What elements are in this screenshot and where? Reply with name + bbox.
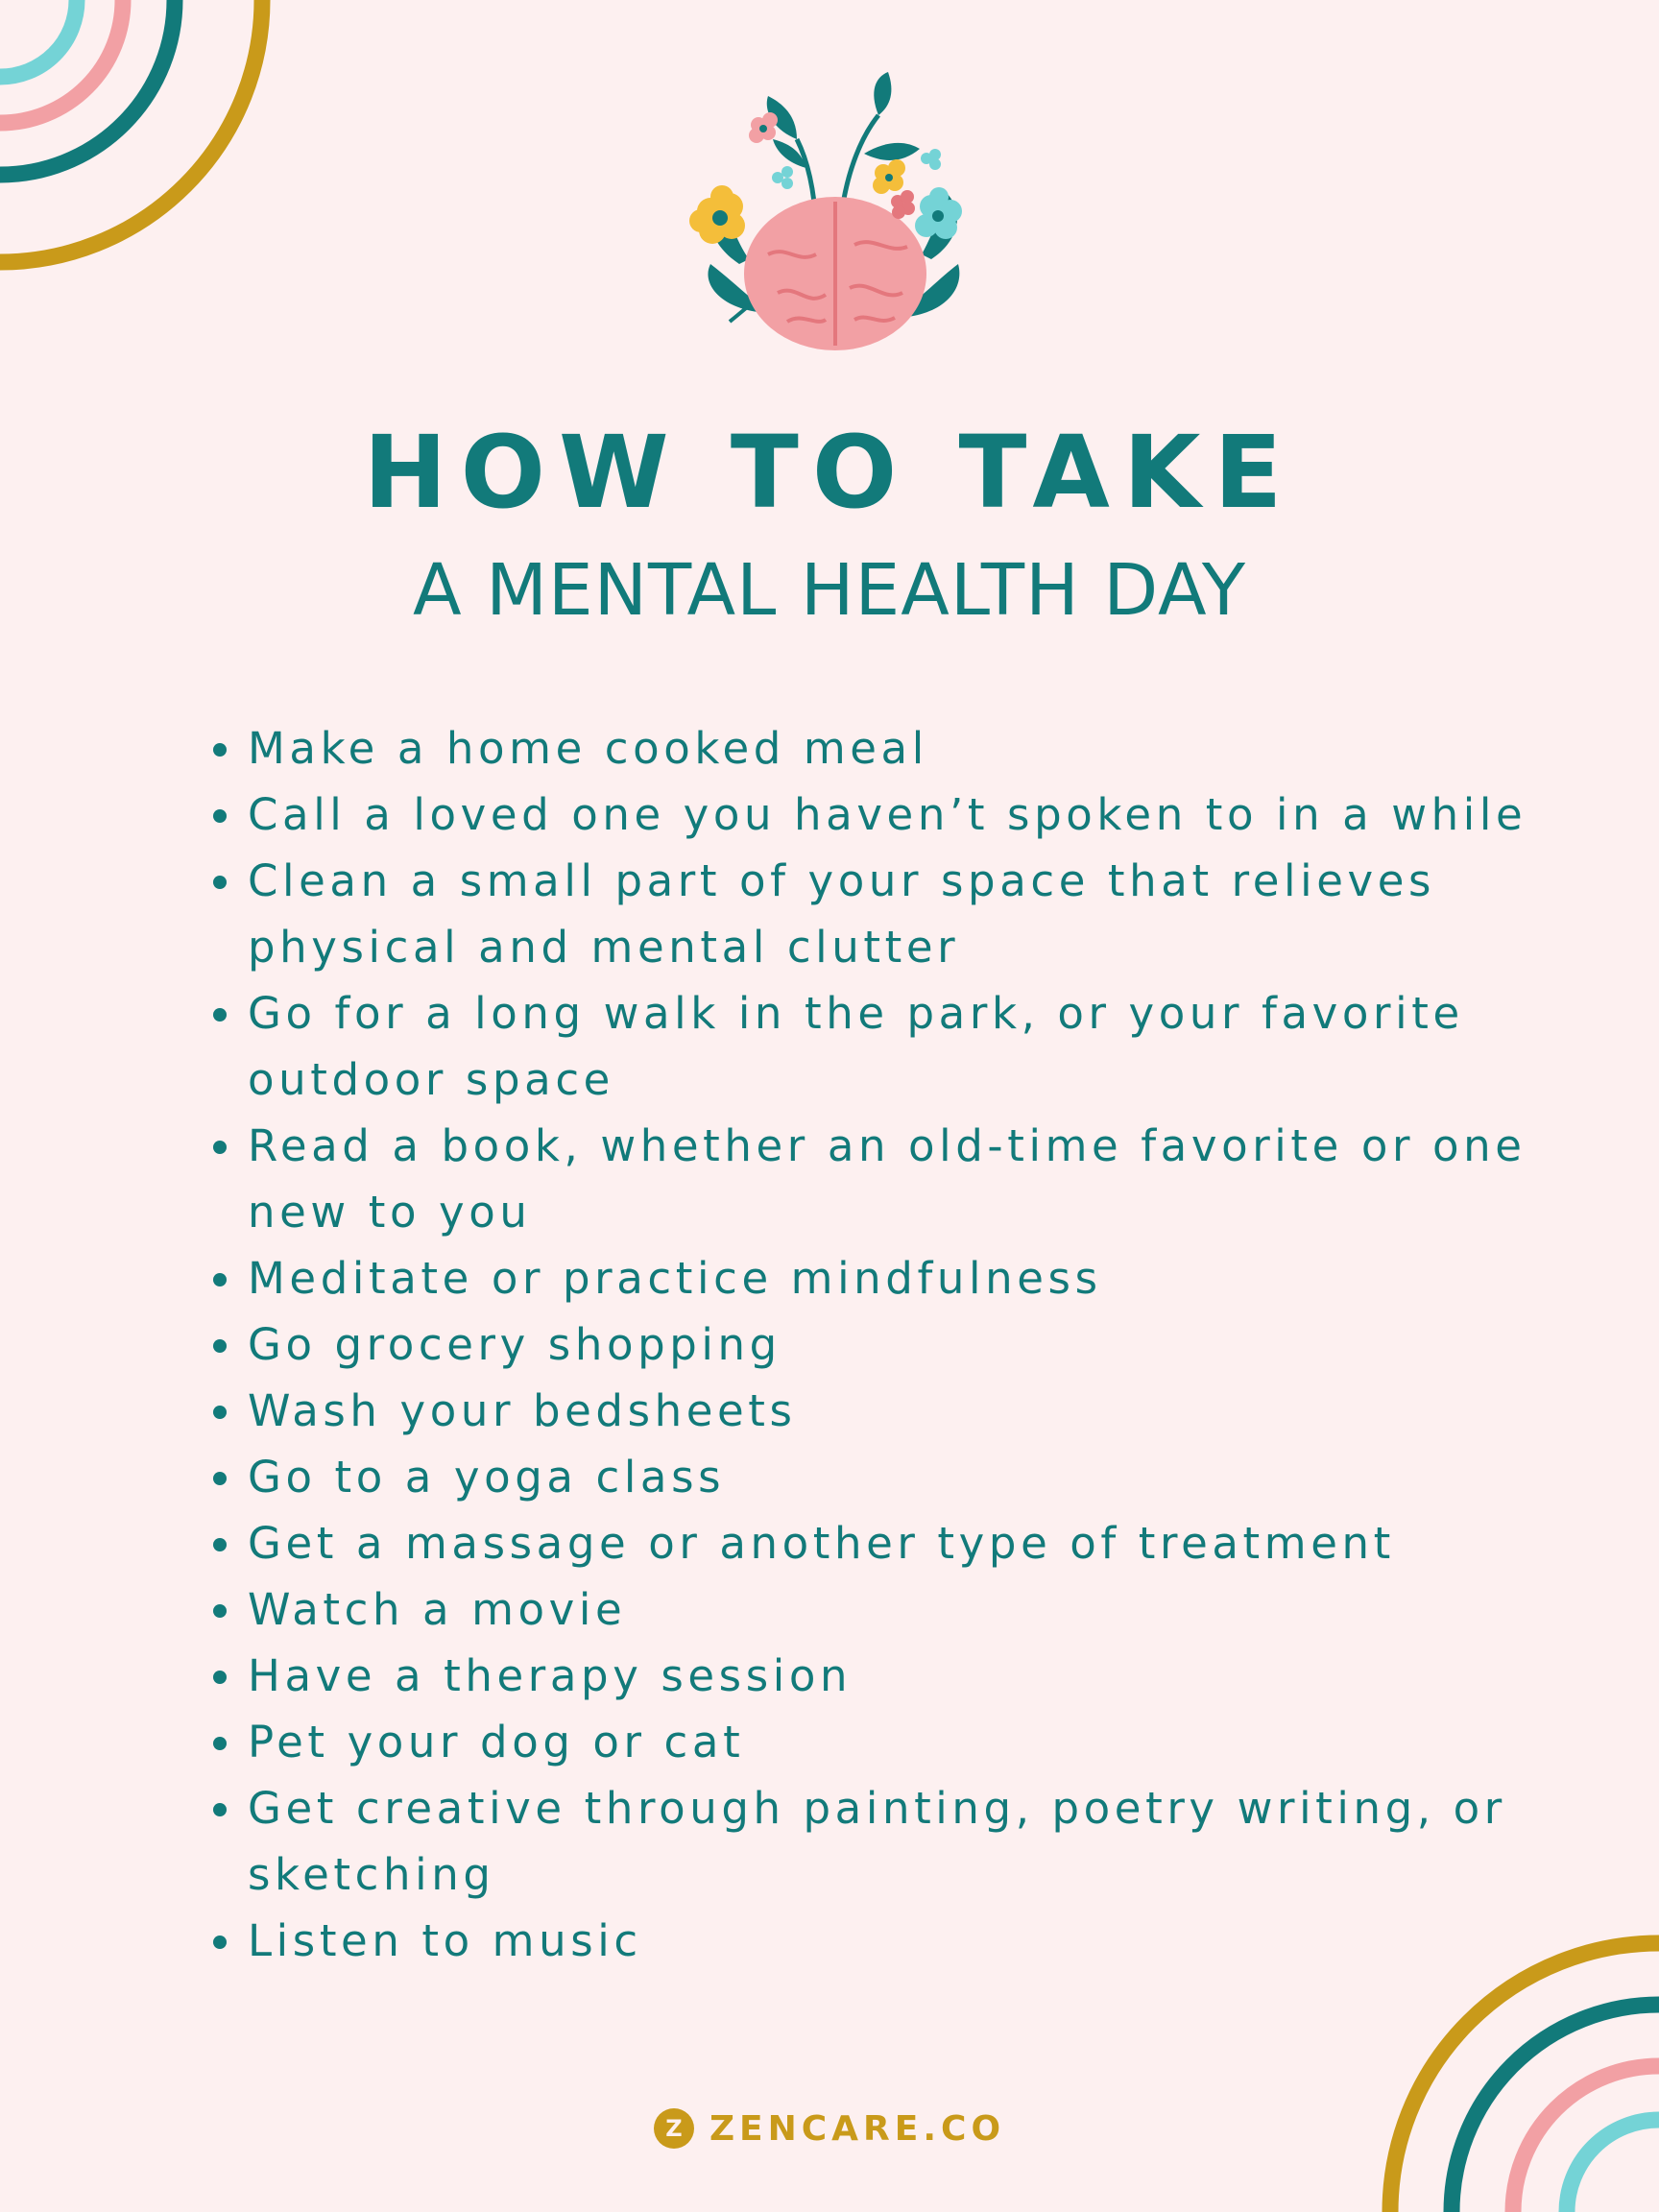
list-item-text: Listen to music (248, 1915, 642, 1966)
list-item (209, 1643, 1534, 1709)
list-item (209, 1245, 1534, 1311)
list-item (209, 781, 1534, 848)
list-item-text: Get a massage or another type of treatment (248, 1518, 1395, 1569)
list-item-text: Pet your dog or cat (248, 1717, 745, 1767)
list-item-text: Go grocery shopping (248, 1319, 781, 1370)
list-item-text: Call a loved one you haven’t spoken to in a while (248, 789, 1527, 840)
list-item (209, 715, 1534, 781)
list-item (209, 1378, 1534, 1444)
list-item-text: Go to a yoga class (248, 1452, 726, 1503)
list-item (209, 1576, 1534, 1643)
list-item (209, 1444, 1534, 1510)
page-subtitle: A MENTAL HEALTH DAY (412, 549, 1247, 632)
list-item (209, 1908, 1534, 1974)
footer-logo (0, 2108, 1659, 2149)
list-item-text: Wash your bedsheets (248, 1385, 797, 1436)
activity-list (209, 715, 1534, 1974)
list-item-text: Meditate or practice mindfulness (248, 1253, 1102, 1304)
zencare-logo-icon: Z (654, 2108, 694, 2149)
list-item (209, 980, 1534, 1113)
brain-with-flowers-icon (672, 72, 989, 360)
rainbow-arcs-top-decoration (0, 0, 307, 288)
list-item-text: physical and mental clutter (248, 922, 960, 973)
list-item (209, 1510, 1534, 1576)
list-item-text: Go for a long walk in the park, or your favorite (248, 988, 1464, 1039)
list-item-text: sketching (248, 1849, 495, 1900)
list-item-text: Make a home cooked meal (248, 723, 928, 774)
list-item (209, 1709, 1534, 1775)
page-title: HOW TO TAKE (363, 414, 1296, 531)
list-item (209, 1775, 1534, 1908)
list-item-text: Watch a movie (248, 1584, 627, 1635)
list-item (209, 1311, 1534, 1378)
list-item-text: Read a book, whether an old-time favorite or one (248, 1120, 1527, 1171)
list-item-text: new to you (248, 1187, 532, 1238)
list-item-text: Have a therapy session (248, 1650, 853, 1701)
list-item-text: Get creative through painting, poetry writing, or (248, 1783, 1506, 1834)
list-item-text: Clean a small part of your space that relieves (248, 855, 1436, 906)
list-item (209, 848, 1534, 980)
list-item-text: outdoor space (248, 1054, 614, 1105)
list-item (209, 1113, 1534, 1245)
logo-text: ZENCARE.CO (709, 2108, 1006, 2149)
